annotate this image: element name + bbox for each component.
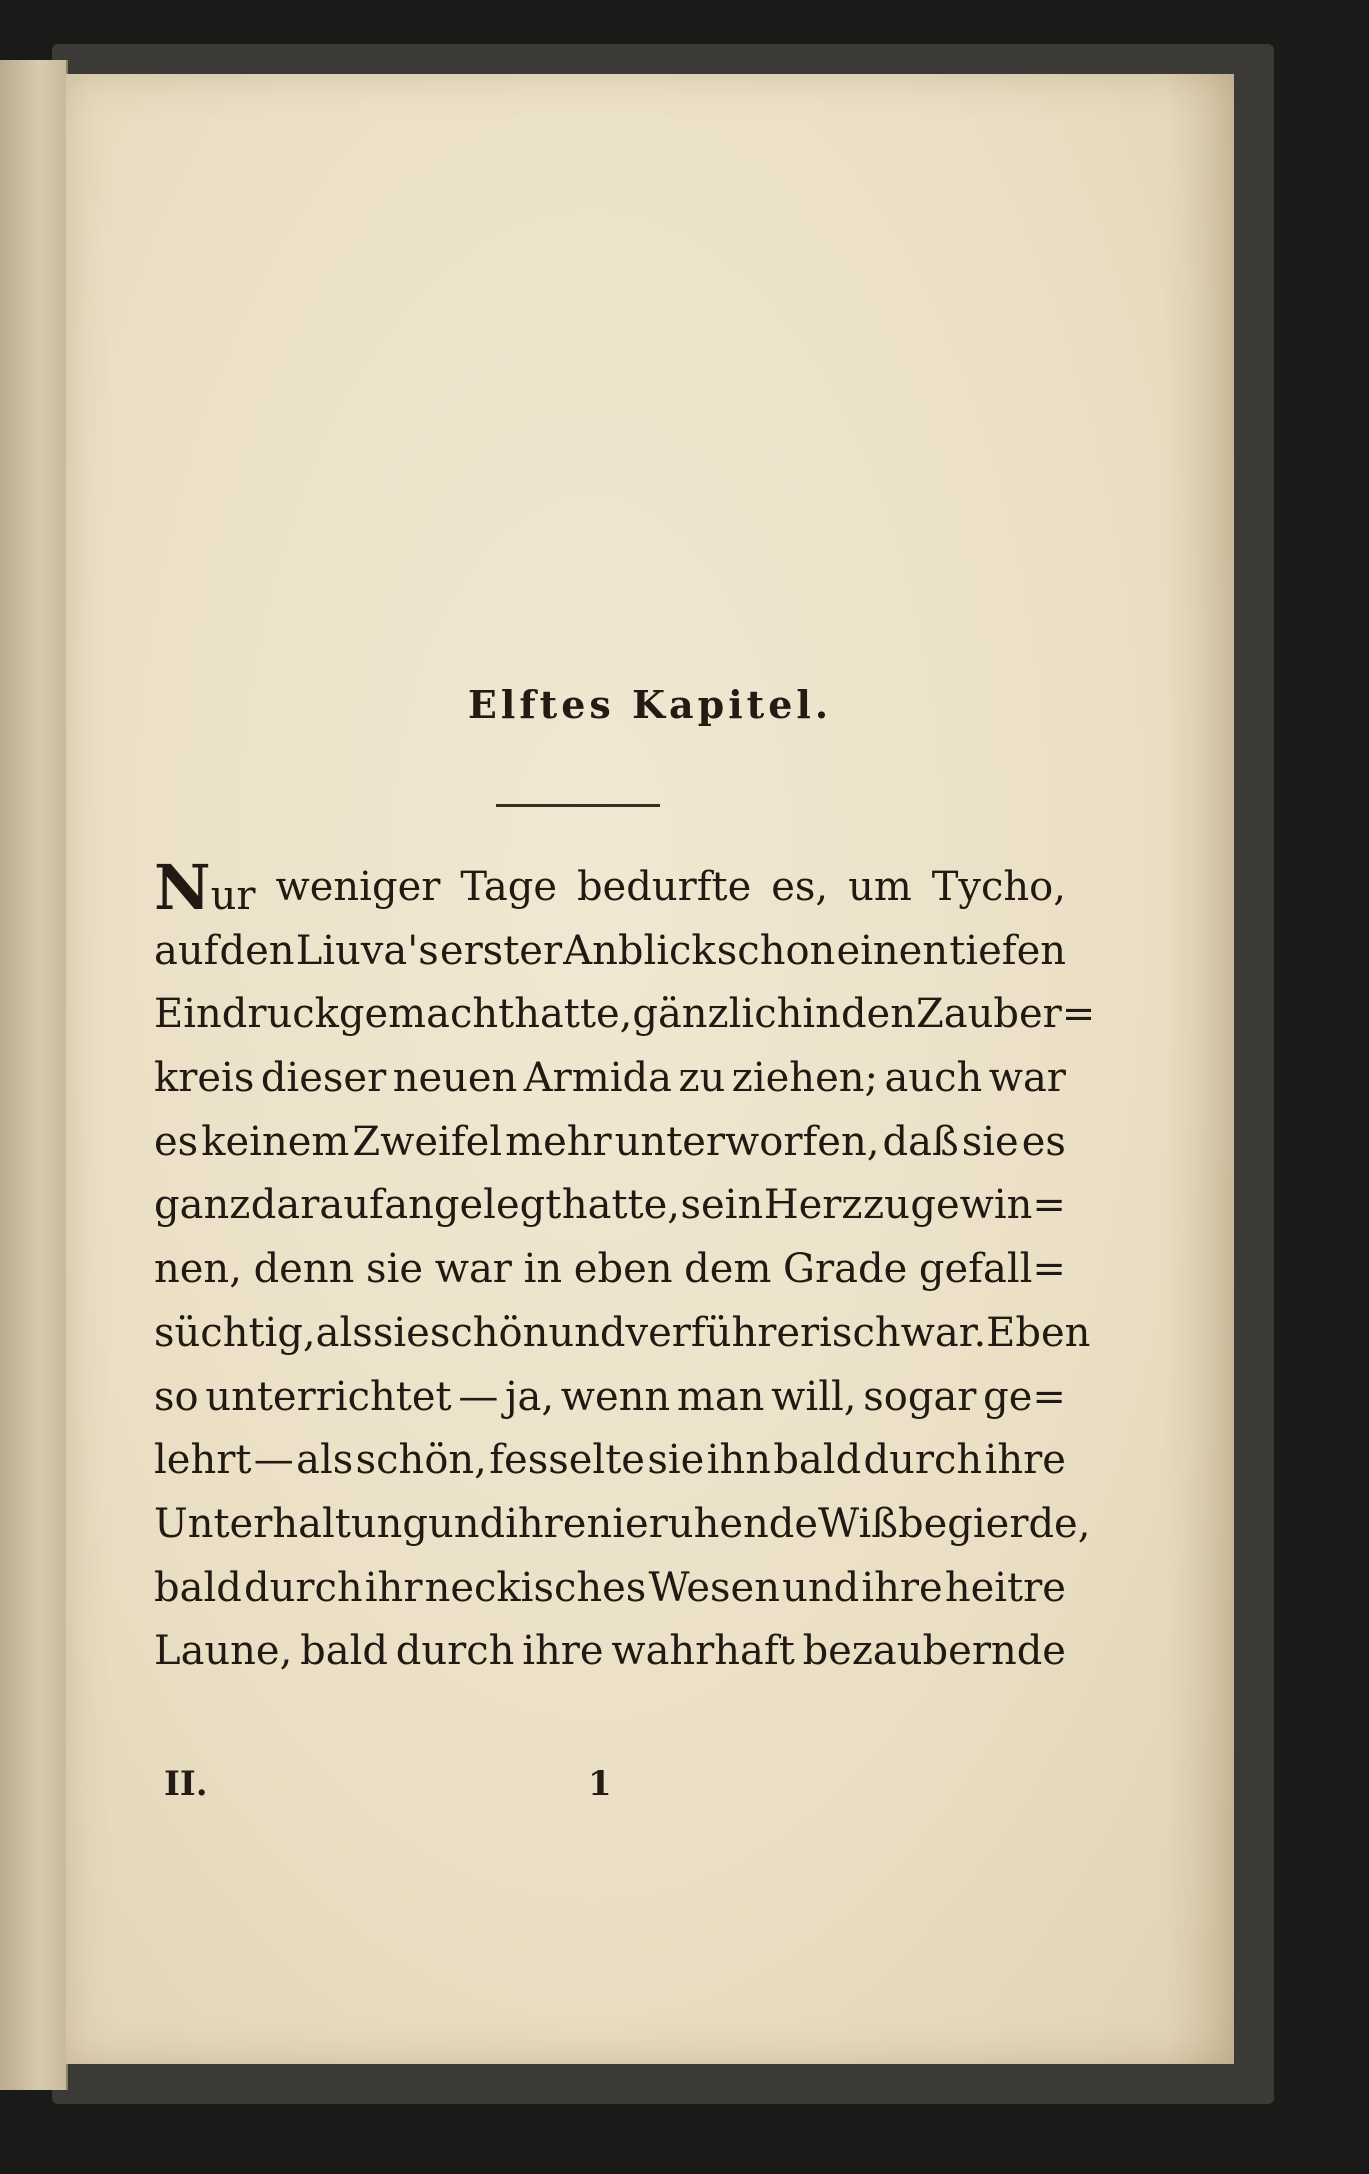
word: Armida: [523, 1055, 672, 1102]
word: verführerisch: [625, 1309, 901, 1356]
word: weniger: [275, 864, 441, 910]
word: ja,: [505, 1373, 555, 1420]
text-line: [154, 1557, 1066, 1621]
word: gewin=: [910, 1182, 1066, 1229]
word: ihre: [861, 1564, 943, 1611]
word: heitre: [944, 1564, 1066, 1611]
word: will,: [771, 1373, 857, 1420]
text-line: [154, 1111, 1066, 1175]
text-line: [154, 1620, 1066, 1684]
word: ganz: [154, 1182, 251, 1229]
word: zu: [678, 1055, 726, 1102]
word: auf: [154, 927, 219, 974]
word: einen: [836, 927, 949, 974]
word: als: [296, 1437, 354, 1484]
word: bald: [773, 1437, 862, 1484]
word: bald: [300, 1628, 388, 1675]
chapter-title: Elftes Kapitel.: [467, 682, 833, 727]
word: tiefen: [949, 927, 1066, 974]
word: Eindruck: [154, 991, 339, 1038]
word: gänzlich: [632, 991, 803, 1038]
word: sie: [372, 1309, 430, 1356]
book-page: [66, 74, 1234, 2064]
facing-page-edge: [0, 60, 68, 2090]
word: Unterhaltung: [154, 1500, 428, 1547]
word: hatte,: [514, 991, 633, 1038]
word: ihn: [706, 1437, 771, 1484]
word: man: [676, 1373, 765, 1420]
word: durch: [243, 1564, 363, 1611]
word: und: [548, 1309, 626, 1356]
word: denn: [253, 1246, 355, 1293]
word: süchtig,: [154, 1309, 316, 1356]
word: bedurfte: [576, 864, 752, 910]
word: ihre: [505, 1500, 587, 1547]
word: —: [253, 1437, 294, 1484]
word: dieser: [260, 1055, 387, 1102]
word: wahrhaft: [611, 1628, 795, 1675]
word: Tage: [460, 864, 558, 910]
show-through-from-reverse: [146, 344, 1106, 944]
word: wenn: [560, 1373, 671, 1420]
word: es: [154, 1118, 199, 1165]
word: schön: [429, 1309, 549, 1356]
word: so: [154, 1373, 199, 1420]
text-line: [154, 851, 1066, 924]
word: war: [434, 1246, 512, 1293]
word: erster: [439, 927, 563, 974]
word: war: [988, 1055, 1066, 1102]
text-line: [154, 920, 1066, 984]
word: eben: [573, 1246, 673, 1293]
word: durch: [863, 1437, 983, 1484]
word: Liuva's: [295, 927, 439, 974]
word: und: [427, 1500, 506, 1547]
word: in: [523, 1246, 563, 1293]
word: Wesen: [648, 1564, 780, 1611]
word: es: [1021, 1118, 1066, 1165]
word: fesselte: [489, 1437, 645, 1484]
word: ihr: [364, 1564, 423, 1611]
body-paragraph: [154, 851, 1096, 1684]
word: Nur: [154, 851, 256, 924]
word: ihre: [984, 1437, 1066, 1484]
text-line: [154, 983, 1096, 1047]
word: durch: [395, 1628, 515, 1675]
word: bezaubernde: [802, 1628, 1066, 1675]
text-line: [154, 1238, 1066, 1302]
word: Grade: [783, 1246, 908, 1293]
word: angelegt: [384, 1182, 562, 1229]
word: war.: [900, 1309, 987, 1356]
word: schön,: [355, 1437, 487, 1484]
word: ruhende: [648, 1500, 819, 1547]
word: daß: [882, 1118, 959, 1165]
word: gefall=: [918, 1246, 1066, 1293]
word: den: [219, 927, 295, 974]
word: zu: [863, 1182, 910, 1229]
word: Eben: [986, 1309, 1091, 1356]
word: den: [840, 991, 916, 1038]
word: mehr: [505, 1118, 612, 1165]
word: Wißbegierde,: [818, 1500, 1091, 1547]
word: Zweifel: [352, 1118, 503, 1165]
word: neckisches: [424, 1564, 647, 1611]
word: auch: [884, 1055, 983, 1102]
text-line: [154, 1429, 1066, 1493]
word: sie: [366, 1246, 424, 1293]
word: ziehen;: [731, 1055, 878, 1102]
word: Herz: [763, 1182, 863, 1229]
text-line: [154, 1366, 1066, 1430]
word: nen,: [154, 1246, 242, 1293]
word: nie: [586, 1500, 649, 1547]
word: sein: [680, 1182, 764, 1229]
word: es,: [771, 864, 829, 910]
word: darauf: [250, 1182, 384, 1229]
word: lehrt: [154, 1437, 252, 1484]
word: in: [802, 991, 841, 1038]
text-line: [154, 1174, 1066, 1238]
initial-letter: N: [154, 851, 211, 924]
text-line: [154, 1302, 1091, 1366]
word: kreis: [154, 1055, 255, 1102]
word: gemacht: [338, 991, 515, 1038]
word: als: [315, 1309, 373, 1356]
word: Laune,: [154, 1628, 293, 1675]
word: um: [848, 864, 912, 910]
word: bald: [154, 1564, 242, 1611]
text-line: [154, 1493, 1091, 1557]
word: und: [782, 1564, 860, 1611]
word: sie: [647, 1437, 705, 1484]
word: sie: [961, 1118, 1019, 1165]
word: Anblick: [563, 927, 716, 974]
title-divider-rule: [496, 804, 660, 807]
word: Tycho,: [931, 864, 1066, 910]
word: keinem: [201, 1118, 350, 1165]
word: hatte,: [561, 1182, 680, 1229]
word: Zauber=: [916, 991, 1096, 1038]
signature-mark: II.: [164, 1764, 208, 1804]
page-number: 1: [588, 1764, 612, 1804]
word: ge=: [983, 1373, 1066, 1420]
word: schon: [716, 927, 836, 974]
word: unterworfen,: [614, 1118, 880, 1165]
word: ihre: [522, 1628, 604, 1675]
word: dem: [684, 1246, 772, 1293]
word: unterrichtet: [205, 1373, 452, 1420]
word: sogar: [863, 1373, 977, 1420]
word: neuen: [392, 1055, 518, 1102]
word: —: [458, 1373, 499, 1420]
page-footer: [154, 1764, 1066, 1824]
text-line: [154, 1047, 1066, 1111]
